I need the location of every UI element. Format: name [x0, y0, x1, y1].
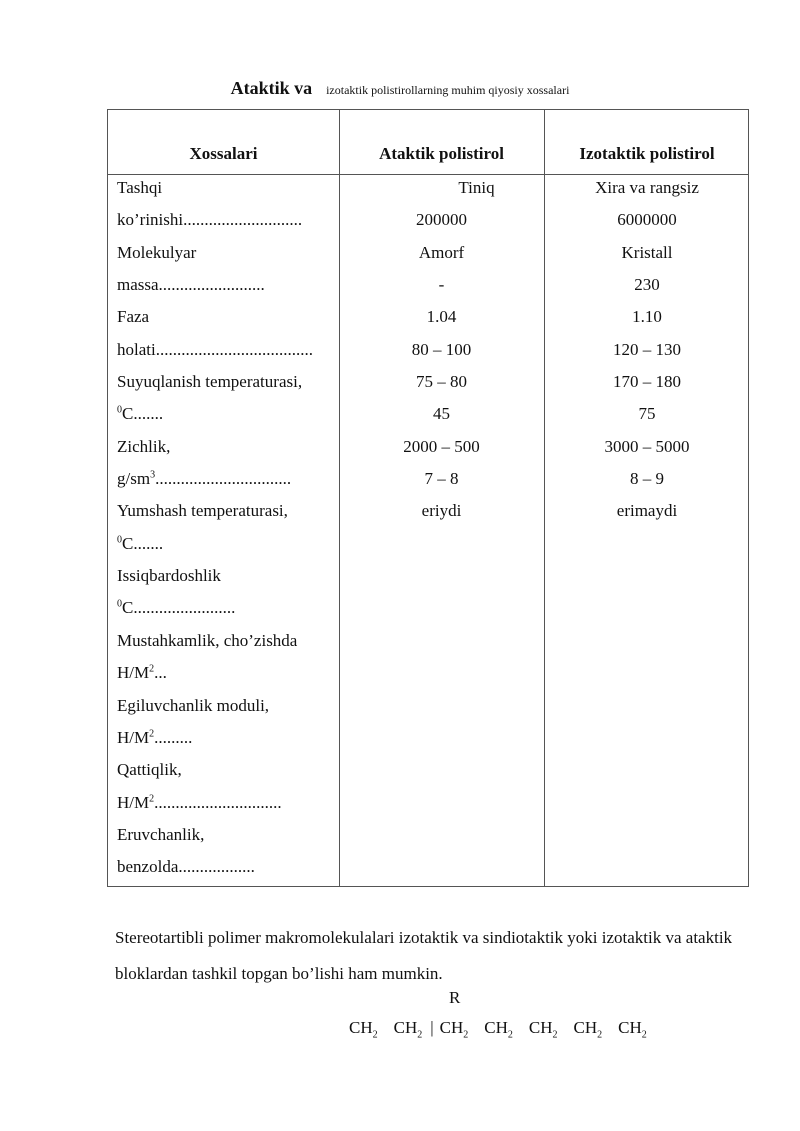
formula-chain	[349, 1018, 663, 1041]
property-text: Faza	[117, 307, 150, 327]
body-paragraph: Stereotartibli polimer makromolekulalari izotaktik va sindiotaktik yoki izotaktik va ataktik bloklardan tashkil topgan bo’lishi ham mumkin.	[115, 928, 733, 983]
property-line	[117, 791, 337, 823]
property-superscript: 2	[149, 663, 155, 675]
formula-r-label: R	[449, 988, 461, 1007]
properties-column	[117, 176, 337, 888]
atactic-value: 45	[433, 404, 450, 424]
property-line	[117, 370, 337, 402]
atactic-value: 80 – 100	[411, 339, 472, 359]
property-text: Mustahkamlik, cho’zishda	[117, 630, 298, 650]
property-line	[117, 661, 337, 693]
header-divider	[108, 174, 748, 175]
property-text: Suyuqlanish temperaturasi,	[117, 372, 303, 392]
property-text: Egiluvchanlik moduli,	[117, 695, 270, 715]
ch2-group: $CH_2$	[439, 1018, 469, 1041]
isotactic-value: 230	[634, 275, 660, 295]
property-text: Tashqi	[117, 178, 163, 197]
property-line	[117, 241, 337, 273]
property-line	[117, 435, 337, 467]
property-line	[117, 532, 337, 564]
property-line	[117, 564, 337, 596]
property-line	[117, 855, 337, 887]
property-text: ko’rinishi............................	[117, 210, 303, 230]
property-text: holati.....................................	[117, 339, 313, 359]
property-text: Molekulyar	[117, 242, 197, 262]
isotactic-value: 3000 – 5000	[604, 436, 690, 456]
atactic-value: 1.04	[426, 307, 457, 327]
property-superscript: 0	[117, 534, 122, 546]
property-text: Eruvchanlik,	[117, 824, 205, 844]
atactic-value: 2000 – 500	[403, 436, 480, 456]
property-line	[117, 176, 337, 208]
property-line	[117, 694, 337, 726]
isotactic-value: 170 – 180	[613, 372, 681, 392]
property-superscript: 2	[149, 728, 155, 740]
property-text: C.......	[122, 404, 164, 424]
property-line	[117, 305, 337, 337]
atactic-column	[339, 176, 544, 532]
isotactic-value: 6000000	[617, 210, 677, 230]
property-unit-prefix: H/M	[117, 727, 150, 747]
property-unit-prefix: g/sm	[117, 469, 151, 489]
property-text: C........................	[122, 598, 236, 618]
atactic-value: eriydi	[421, 501, 462, 521]
property-text: Zichlik,	[117, 436, 171, 456]
title-bold: Ataktik va	[230, 78, 313, 98]
property-unit-prefix: H/M	[117, 663, 150, 683]
ch2-group: $CH_2$	[393, 1018, 423, 1041]
property-text: C.......	[122, 533, 164, 553]
property-superscript: 0	[117, 404, 122, 416]
property-line	[117, 467, 337, 499]
property-line	[117, 823, 337, 855]
property-text: Yumshash temperaturasi,	[117, 501, 288, 521]
isotactic-value: 8 – 9	[630, 469, 664, 489]
property-text: Qattiqlik,	[117, 760, 182, 780]
property-line	[117, 208, 337, 240]
table-title	[0, 78, 800, 99]
atactic-value: 7 – 8	[424, 469, 459, 489]
atactic-value: 200000	[416, 210, 467, 230]
formula-bond: |	[430, 1018, 434, 1037]
property-text: massa.........................	[117, 275, 265, 295]
properties-table	[107, 109, 749, 887]
title-subtitle: izotaktik polistirollarning muhim qiyosiy xossalari	[326, 83, 570, 97]
atactic-value: -	[438, 275, 445, 295]
ch2-group: $CH_2$	[484, 1018, 513, 1041]
property-text: Issiqbardoshlik	[117, 566, 221, 586]
ch2-group: $CH_2$	[573, 1018, 603, 1041]
property-line	[117, 499, 337, 531]
header-isotactic: Izotaktik polistirol	[579, 144, 715, 163]
property-line	[117, 726, 337, 758]
property-superscript: 3	[150, 469, 156, 481]
property-text: benzolda..................	[117, 857, 255, 877]
property-text: .........	[154, 727, 193, 747]
atactic-value: Amorf	[418, 242, 465, 262]
property-text: ................................	[155, 469, 292, 489]
property-text: ...	[154, 663, 167, 683]
isotactic-column	[544, 176, 750, 532]
property-line	[117, 402, 337, 434]
isotactic-value: erimaydi	[616, 501, 678, 521]
atactic-value: Tiniq	[458, 178, 495, 197]
isotactic-value: Xira va rangsiz	[595, 178, 699, 197]
ch2-group: $CH_2$	[349, 1018, 378, 1041]
property-unit-prefix: H/M	[117, 792, 150, 812]
property-line	[117, 273, 337, 305]
property-line	[117, 338, 337, 370]
header-atactic: Ataktik polistirol	[379, 144, 504, 163]
isotactic-value: 75	[638, 404, 656, 424]
property-superscript: 2	[149, 792, 155, 804]
ch2-group: $CH_2$	[528, 1018, 558, 1041]
property-superscript: 0	[117, 598, 122, 610]
isotactic-value: 1.10	[632, 307, 662, 327]
property-line	[117, 596, 337, 628]
property-line	[117, 629, 337, 661]
ch2-group: $CH_2$	[618, 1018, 647, 1041]
property-text: ..............................	[154, 792, 282, 812]
isotactic-value: Kristall	[621, 242, 673, 262]
isotactic-value: 120 – 130	[613, 339, 681, 359]
header-properties: Xossalari	[189, 144, 258, 163]
atactic-value: 75 – 80	[416, 372, 467, 392]
property-line	[117, 758, 337, 790]
